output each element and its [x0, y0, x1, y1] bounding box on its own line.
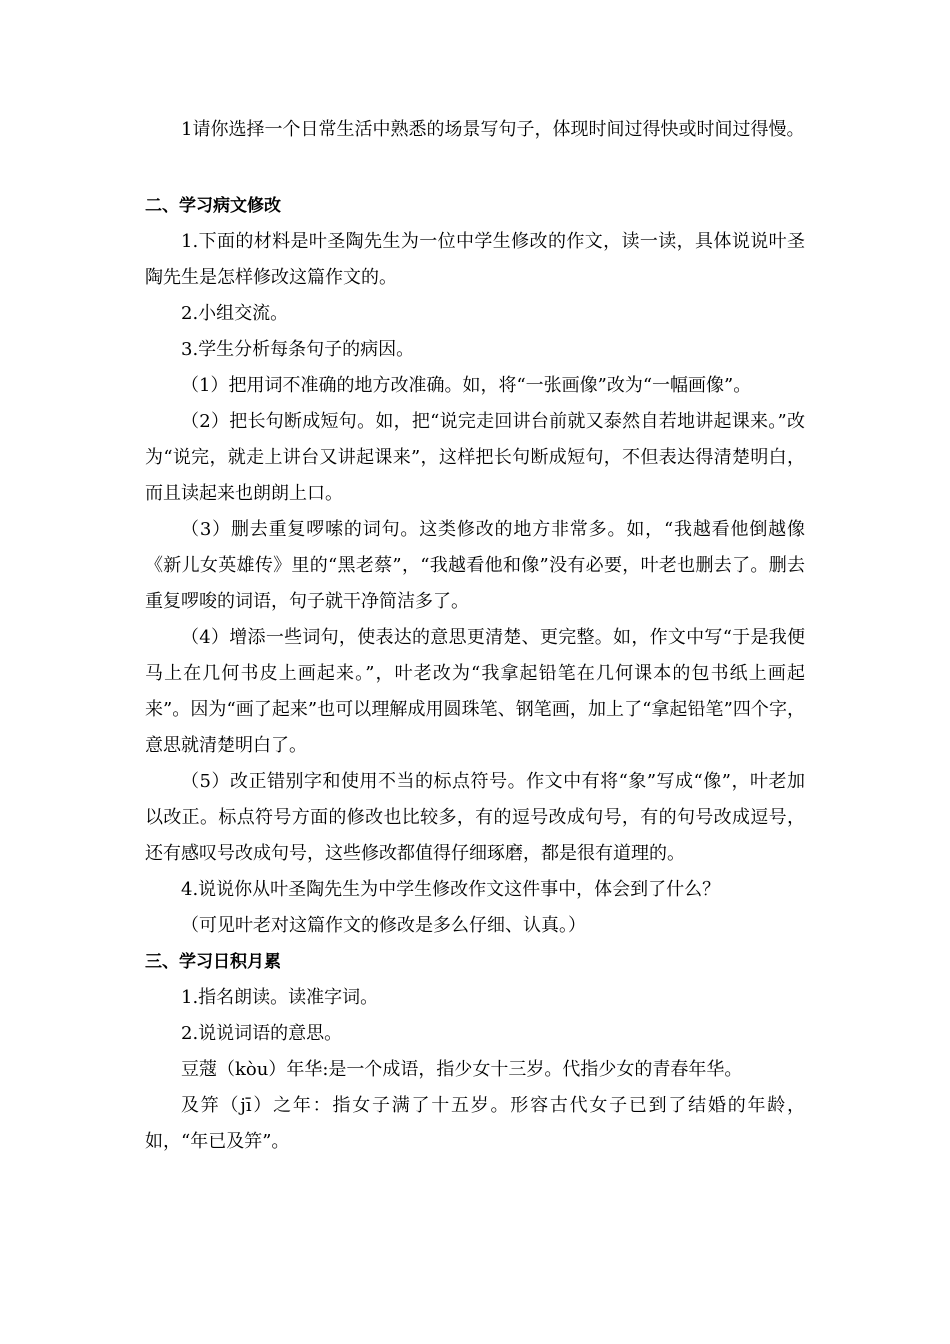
revision-point-5: （5）改正错别字和使用不当的标点符号。作文中有将“象”写成“像”，叶老加以改正。标点符号方面的修改也比较多，有的逗号改成句号，有的句号改成逗号，还有感叹号改成句号，这些修改都值得仔细琢磨，都是很有道理的。 — [145, 771, 805, 864]
section-heading-revision: 二、学习病文修改 — [145, 196, 281, 216]
revision-point-4: （4）增添一些词句，使表达的意思更清楚、更完整。如，作文中写“于是我便马上在几何书皮上画起来。”，叶老改为“我拿起铅笔在几何课本的包书纸上画起来”。因为“画了起来”也可以理解成用圆珠笔、钢笔画，加上了“拿起铅笔”四个字，意思就清楚明白了。 — [145, 627, 805, 756]
revision-point-3: （3）删去重复啰嗦的词句。这类修改的地方非常多。如，“我越看他倒越像《新儿女英雄传》里的“黑老蔡”，“我越看他和像”没有必要，叶老也删去了。删去重复啰唆的词语，句子就干净简洁多了。 — [145, 519, 805, 612]
revision-item-3: 3.学生分析每条句子的病因。 — [181, 339, 415, 360]
revision-point-1: （1）把用词不准确的地方改准确。如，将“一张画像”改为“一幅画像”。 — [181, 375, 752, 396]
section-heading-accumulation: 三、学习日积月累 — [145, 952, 281, 972]
accumulation-item-1: 1.指名朗读。读准字词。 — [181, 987, 379, 1008]
revision-item-4: 4.说说你从叶圣陶先生为中学生修改作文这件事中，体会到了什么？ — [181, 879, 721, 900]
document-page — [145, 112, 805, 1160]
term-doukou: 豆蔻（kòu）年华:是一个成语，指少女十三岁。代指少女的青春年华。 — [181, 1059, 743, 1080]
revision-item-2: 2.小组交流。 — [181, 303, 289, 324]
revision-point-2: （2）把长句断成短句。如，把“说完走回讲台前就又泰然自若地讲起课来。”改为“说完，就走上讲台又讲起课来”，这样把长句断成短句，不但表达得清楚明白，而且读起来也朗朗上口。 — [145, 411, 805, 504]
revision-item-1: 1.下面的材料是叶圣陶先生为一位中学生修改的作文，读一读，具体说说叶圣陶先生是怎样修改这篇作文的。 — [145, 231, 805, 288]
writing-prompt: 1请你选择一个日常生活中熟悉的场景写句子，体现时间过得快或时间过得慢。 — [181, 119, 805, 140]
spacer — [145, 148, 805, 188]
accumulation-item-2: 2.说说词语的意思。 — [181, 1023, 343, 1044]
revision-note: （可见叶老对这篇作文的修改是多么仔细、认真。） — [181, 915, 586, 936]
term-jiji: 及笄（jī）之年：指女子满了十五岁。形容古代女子已到了结婚的年龄，如，“年已及笄”。 — [145, 1095, 805, 1152]
